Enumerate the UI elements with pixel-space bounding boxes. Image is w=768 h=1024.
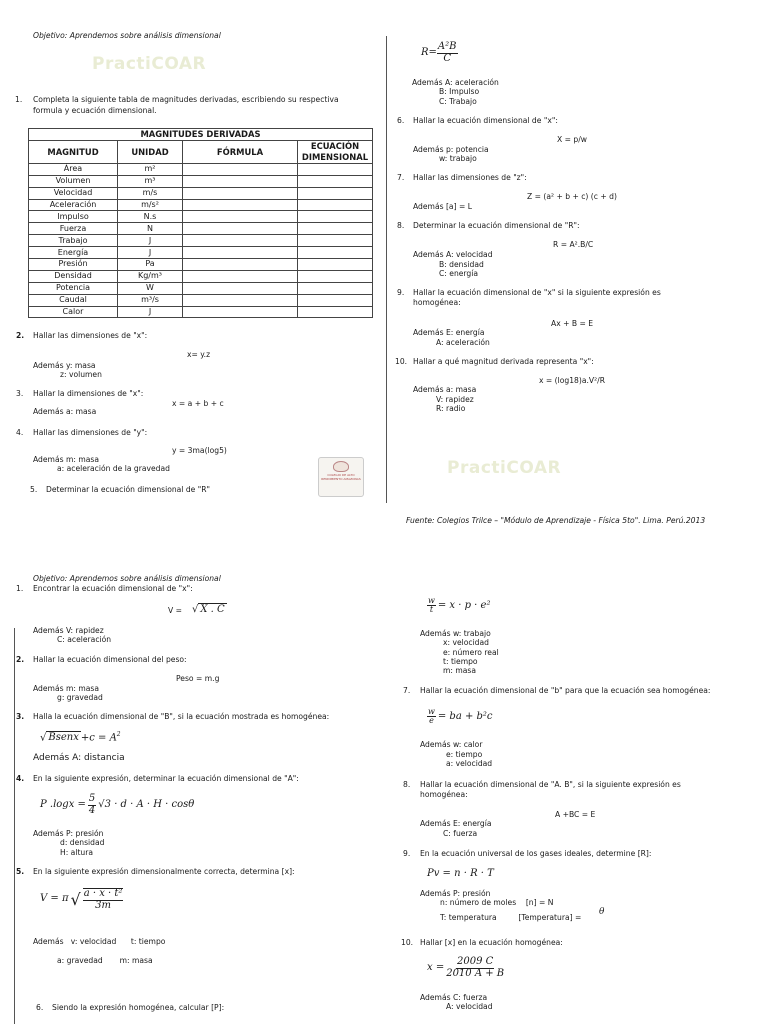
dimension-cell [298,259,373,271]
denominator: e [429,716,434,726]
denominator: 4 [88,804,96,816]
question-text: Hallar las dimensiones de "z": [413,173,527,182]
additional-info: Además a: masa [413,385,477,394]
equation-lhs: V = [168,605,182,615]
additional-info: d: densidad [60,838,105,847]
additional-info: Además m: masa [33,684,100,693]
table-row [29,187,373,199]
additional-info: w: trabajo [439,154,477,163]
question-text: Siendo la expresión homogénea, calcular [P]: [52,1003,225,1012]
additional-info: C: energía [439,269,479,278]
equation-lhs: P .logx = [40,798,86,810]
table-row [29,294,373,306]
question-text: En la ecuación universal de los gases ideales, determine [R]: [420,849,652,858]
equation: √ Bsenx $+c = A^2$ [40,731,121,744]
dimension-cell [298,223,373,235]
additional-info: m: masa [443,666,477,675]
question-text: Completa la siguiente tabla de magnitudes derivadas, escribiendo su respectiva [33,95,339,104]
additional-info: R: radio [436,404,466,413]
numerator: 2009 C [457,956,494,967]
margin-line [14,628,15,1024]
question-text: formula y ecuación dimensional. [33,106,157,115]
additional-info: Además w: calor [420,740,483,749]
question-number: 5. [30,485,38,494]
additional-info: Además C: fuerza [420,993,488,1002]
equation: V = π √ $\frac{\text{a · x · t²}}{3m}$ [40,888,123,911]
equation-rest: +c = A [80,732,117,744]
radical: √ X . C [191,604,225,615]
additional-info: a: aceleración de la gravedad [57,464,170,473]
question-number: 3. [16,389,24,398]
table-row [29,259,373,271]
magnitude-cell: Fuerza [29,223,118,235]
numerator: a · x · t² [83,888,123,899]
additional-info: Además w: trabajo [420,629,491,638]
question-number: 2. [16,331,25,340]
magnitude-cell: Área [29,163,118,175]
formula-cell [183,247,298,259]
school-seal [318,457,364,497]
additional-info: Además V: rapidez [33,626,104,635]
denominator: 2010 A + B [446,967,505,979]
additional-info: a: gravedad m: masa [57,956,153,965]
magnitude-cell: Potencia [29,282,118,294]
formula-cell [183,235,298,247]
question-text: Hallar la ecuación dimensional de "x": [413,116,558,125]
additional-info: a: velocidad [446,759,493,768]
question-number: 1. [15,95,23,104]
question-number: 8. [403,780,411,789]
additional-info: t: tiempo [443,657,478,666]
objective-text: Objetivo: Aprendemos sobre análisis dimensional [33,574,221,583]
question-number: 8. [397,221,405,230]
fraction [83,888,124,911]
additional-info: Además P: presión [33,829,104,838]
equation: R = A².B/C [553,240,594,249]
equation-rest: = ba + b²c [437,710,493,722]
additional-info: Además A: distancia [33,753,125,763]
equation: A +BC = E [555,810,596,819]
table-header: ECUACIÓN DIMENSIONAL [298,140,373,163]
additional-info: Además [a] = L [413,202,472,211]
table-row [29,247,373,259]
question-text: Hallar las dimensiones de "x": [33,331,148,340]
table-header: UNIDAD [118,140,183,163]
table-row [29,163,373,175]
magnitude-cell: Velocidad [29,187,118,199]
unit-cell: W [118,282,183,294]
equation-rest: = x · p · e² [437,599,491,611]
unit-cell: Kg/m³ [118,270,183,282]
question-number: 1. [16,584,24,593]
unit-cell: N [118,223,183,235]
unit-cell: m³/s [118,294,183,306]
numerator: w [428,596,435,605]
unit-cell: m/s [118,187,183,199]
formula-cell [183,163,298,175]
question-number: 10. [401,938,414,947]
additional-info: Además E: energía [413,328,485,337]
additional-info: C: aceleración [57,635,112,644]
additional-info: Además m: masa [33,455,100,464]
equation [168,604,227,617]
question-text: Hallar la ecuación dimensional del peso: [33,655,187,664]
magnitude-cell: Trabajo [29,235,118,247]
denominator: t [429,605,434,615]
dimension-cell [298,187,373,199]
equation: Ax + B = E [551,319,594,328]
question-number: 4. [16,428,24,437]
equation-lhs: V = π [40,893,69,905]
r-equation [421,42,458,64]
additional-info: Además E: energía [420,819,492,828]
additional-info: Además y: masa [33,361,96,370]
unit-cell: N.s [118,211,183,223]
equation: Pv = n · R · T [427,868,494,879]
additional-info: T: temperatura [Temperatura] = [440,913,582,922]
formula-cell [183,187,298,199]
formula-cell [183,223,298,235]
brand-watermark: PractiCOAR [92,54,207,74]
unit-cell: m³ [118,175,183,187]
magnitude-cell: Impulso [29,211,118,223]
question-text: homogénea: [420,790,468,799]
unit-cell: J [118,306,183,318]
equation [427,957,504,979]
numerator: A²B [437,41,457,52]
additional-info: g: gravedad [57,693,103,702]
question-text: Determinar la ecuación dimensional de "R" [46,485,210,494]
equation [427,597,490,615]
table-row [29,175,373,187]
dimension-cell [298,306,373,318]
question-text: Encontrar la ecuación dimensional de "x": [33,584,193,593]
derived-magnitudes-table [28,128,373,318]
dimension-cell [298,247,373,259]
equation: y = 3ma(log5) [172,446,227,455]
unit-cell: m² [118,163,183,175]
equation: Peso = m.g [176,674,220,683]
equation: Z = (a² + b + c) (c + d) [527,192,617,201]
unit-cell: J [118,235,183,247]
additional-info: e: tiempo [446,750,483,759]
seal-text: COLEGIO DE ALTO RENDIMIENTO AMAZONAS [321,473,361,481]
table-row [29,282,373,294]
question-text: Halla la ecuación dimensional de "B", si la ecuación mostrada es homogénea: [33,712,330,721]
question-text: En la siguiente expresión, determinar la ecuación dimensional de "A": [33,774,299,783]
equation: x = (log18)a.V²/R [539,376,605,385]
dimension-cell [298,235,373,247]
table-row [29,223,373,235]
question-text: Hallar la ecuación dimensional de "A. B", si la siguiente expresión es [420,780,681,789]
equation [427,708,493,726]
additional-info: Además p: potencia [413,145,489,154]
additional-info: H: altura [60,848,94,857]
additional-info: B: densidad [439,260,484,269]
dimension-cell [298,199,373,211]
magnitude-cell: Volumen [29,175,118,187]
fraction [427,708,436,726]
question-number: 3. [16,712,25,721]
equation [40,794,194,816]
question-text: Hallar [x] en la ecuación homogénea: [420,938,563,947]
column-divider [386,36,387,503]
table-row [29,235,373,247]
additional-info: C: Trabajo [439,97,477,106]
brand-watermark: PractiCOAR [447,458,562,478]
equation-rest: √3 · d · A · H · cosθ [98,798,195,810]
question-text: Hallar la ecuación dimensional de "x" si la siguiente expresión es [413,288,661,297]
dimension-cell [298,211,373,223]
additional-info: Además A: aceleración [412,78,499,87]
fraction [427,597,436,615]
question-number: 10. [395,357,408,366]
source-citation: Fuente: Colegios Trilce – "Módulo de Aprendizaje - Física 5to". Lima. Perú.2013 [406,516,706,525]
table-row [29,306,373,318]
unit-cell: Pa [118,259,183,271]
question-number: 2. [16,655,25,664]
magnitude-cell: Caudal [29,294,118,306]
dimension-cell [298,175,373,187]
table-header: MAGNITUD [29,140,118,163]
question-number: 6. [36,1003,44,1012]
formula-cell [183,175,298,187]
additional-info: A: aceleración [436,338,490,347]
formula-cell [183,282,298,294]
question-number: 9. [403,849,411,858]
question-text: En la siguiente expresión dimensionalmente correcta, determina [x]: [33,867,295,876]
equation-lhs: R= [421,46,437,58]
unit-cell: J [118,247,183,259]
question-text: Determinar la ecuación dimensional de "R": [413,221,580,230]
question-number: 7. [403,686,411,695]
question-text: Hallar las dimensiones de "y": [33,428,148,437]
additional-info: n: número de moles [n] = N [440,898,554,907]
additional-info: e: número real [443,648,499,657]
denominator: C [443,52,452,64]
denominator: 3m [95,899,112,911]
table-title: MAGNITUDES DERIVADAS [29,129,373,141]
question-text: homogénea: [413,298,461,307]
unit-cell: m/s² [118,199,183,211]
table-row [29,199,373,211]
question-text: Hallar la dimensiones de "x": [33,389,144,398]
additional-info: x: velocidad [443,638,489,647]
question-number: 6. [397,116,405,125]
question-text: Hallar la ecuación dimensional de "b" para que la ecuación sea homogénea: [420,686,711,695]
magnitude-cell: Presión [29,259,118,271]
additional-info: A: velocidad [446,1002,493,1011]
additional-info: Además a: masa [33,407,97,416]
dimension-cell [298,282,373,294]
equation: x = a + b + c [172,399,224,408]
formula-cell [183,199,298,211]
fraction [437,42,458,64]
magnitude-cell: Aceleración [29,199,118,211]
additional-info: Además A: velocidad [413,250,493,259]
equation: X = p/w [557,135,587,144]
formula-cell [183,259,298,271]
magnitude-cell: Energía [29,247,118,259]
formula-cell [183,270,298,282]
additional-info: B: Impulso [439,87,480,96]
magnitude-cell: Densidad [29,270,118,282]
radicand: X . C [200,604,225,615]
additional-info: Además P: presión [420,889,491,898]
exponent: 2 [116,731,121,738]
fraction [88,794,96,816]
dimension-cell [298,163,373,175]
formula-cell [183,211,298,223]
table-header: FÓRMULA [183,140,298,163]
numerator: w [428,707,435,716]
equation: x= y.z [187,350,211,359]
question-number: 7. [397,173,405,182]
table-row [29,211,373,223]
formula-cell [183,294,298,306]
equation-lhs: x = [427,961,445,973]
additional-info: C: fuerza [443,829,478,838]
dimension-cell [298,294,373,306]
question-number: 4. [16,774,25,783]
question-text: Hallar a qué magnitud derivada representa "x": [413,357,594,366]
fraction [446,957,504,979]
theta-symbol: θ [599,907,605,917]
dimension-cell [298,270,373,282]
question-number: 9. [397,288,405,297]
question-number: 5. [16,867,25,876]
additional-info: V: rapidez [436,395,474,404]
table-row [29,270,373,282]
formula-cell [183,306,298,318]
numerator: 5 [88,793,96,804]
objective-text: Objetivo: Aprendemos sobre análisis dimensional [33,31,221,40]
additional-info: Además v: velocidad t: tiempo [33,937,166,946]
radicand: Bsenx [48,732,79,744]
magnitude-cell: Calor [29,306,118,318]
additional-info: z: volumen [60,370,102,379]
